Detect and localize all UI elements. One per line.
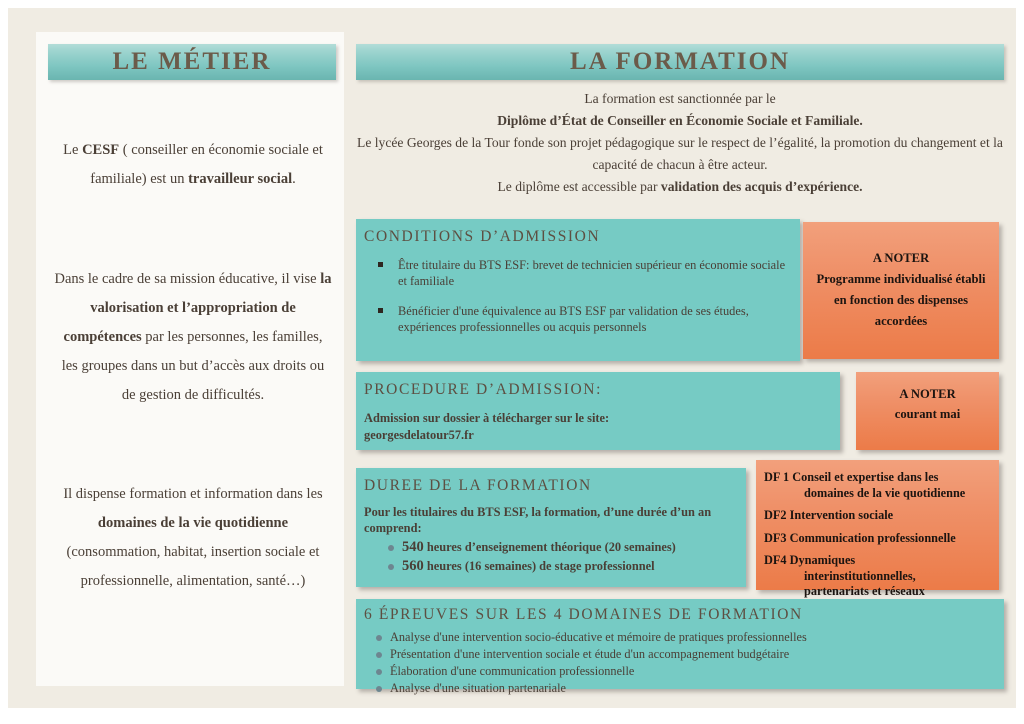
a-noter-label: A NOTER [872,251,930,265]
duree-formation-lead: Pour les titulaires du BTS ESF, la formation, d’une durée d’un an comprend: [364,505,712,535]
poster-page [8,8,1016,708]
procedure-admission-title: PROCEDURE D’ADMISSION: [364,381,603,398]
hours-description: heures d’enseignement théorique (20 semaines) [426,540,676,554]
hours-value: 560 [402,558,424,574]
epreuves-title: 6 ÉPREUVES SUR LES 4 DOMAINES DE FORMATION [364,606,803,623]
a-noter-label: A NOTER [899,387,956,401]
hours-description: heures (16 semaines) de stage professionnel [426,559,655,573]
metier-paragraph-2: Dans le cadre de sa mission éducative, il vise la valorisation et l’appropriation de compétences par les personnes, les familles, les groupes dans un but d’accès aux droits ou de gestion de difficultés. [54,271,332,403]
domain-label-cont: interinstitutionnelles, partenariats et réseaux [804,568,925,598]
list-item: Présentation d'une intervention sociale et étude d'un accompagnement budgétaire [390,646,996,663]
domain-row [764,553,991,600]
list-item [402,557,676,576]
a-noter-courant-mai-box [856,372,999,450]
la-formation-heading: LA FORMATION [356,44,1004,80]
domain-code: DF2 [764,508,787,522]
metier-paragraph-3: Il dispense formation et information dans les domaines de la vie quotidienne (consommation, habitat, insertion sociale et professionnelle, alimentation, santé…) [63,486,323,589]
epreuves-box [356,599,1004,695]
formation-intro-text: La formation est sanctionnée par le Diplôme d’État de Conseiller en Économie Sociale et Familiale. Le lycée Georges de la Tour fonde son projet pédagogique sur le respect de l’égalité, la promotion du changement et la capacité de chacun à être acteur. Le diplôme est accessible par validation des acquis d’expérience. [357,91,1003,194]
domain-code: DF3 [764,530,787,545]
domain-row [764,508,991,524]
domain-row [764,470,991,501]
procedure-admission-text: Admission sur dossier à télécharger sur le site: georgesdelatour57.fr [364,411,610,442]
list-item: Être titulaire du BTS ESF: brevet de technicien supérieur en économie sociale et familiale [398,258,786,288]
le-metier-heading: LE MÉTIER [48,44,336,80]
list-item: Bénéficier d'une équivalence au BTS ESF par validation de ses études, expériences professionnelles ou acquis personnels [398,303,786,335]
domain-label-cont: domaines de la vie quotidienne [804,485,966,500]
list-item: Analyse d'une intervention socio-éducative et mémoire de pratiques professionnelles [390,629,996,646]
domain-row [764,531,991,547]
domaines-formation-box [756,460,999,598]
list-item: Analyse d'une situation partenariale [390,680,996,697]
domain-label: Dynamiques [789,553,856,567]
hours-value: 540 [402,539,424,555]
procedure-admission-box [356,372,840,450]
domain-code: DF 1 [764,470,790,484]
domain-code: DF4 [764,553,787,567]
domain-label: Intervention sociale [789,508,894,522]
conditions-admission-title: CONDITIONS D’ADMISSION [364,228,601,245]
duree-formation-box [356,468,746,587]
a-noter-programme-box [803,222,999,359]
list-item [402,538,676,557]
duree-formation-title: DUREE DE LA FORMATION [364,477,592,494]
conditions-admission-box [356,219,800,361]
domain-label: Communication professionnelle [789,530,956,545]
a-noter-programme-text: Programme individualisé établi en fonction des dispenses accordées [816,272,986,328]
metier-paragraph-1: Le CESF ( conseiller en économie sociale et familiale) est un travailleur social. [63,142,323,187]
a-noter-courant-mai-text: courant mai [894,407,961,421]
duree-formation-list [384,538,676,576]
list-item: Élaboration d'une communication professionnelle [390,663,996,680]
domain-label: Conseil et expertise dans les [792,470,939,484]
